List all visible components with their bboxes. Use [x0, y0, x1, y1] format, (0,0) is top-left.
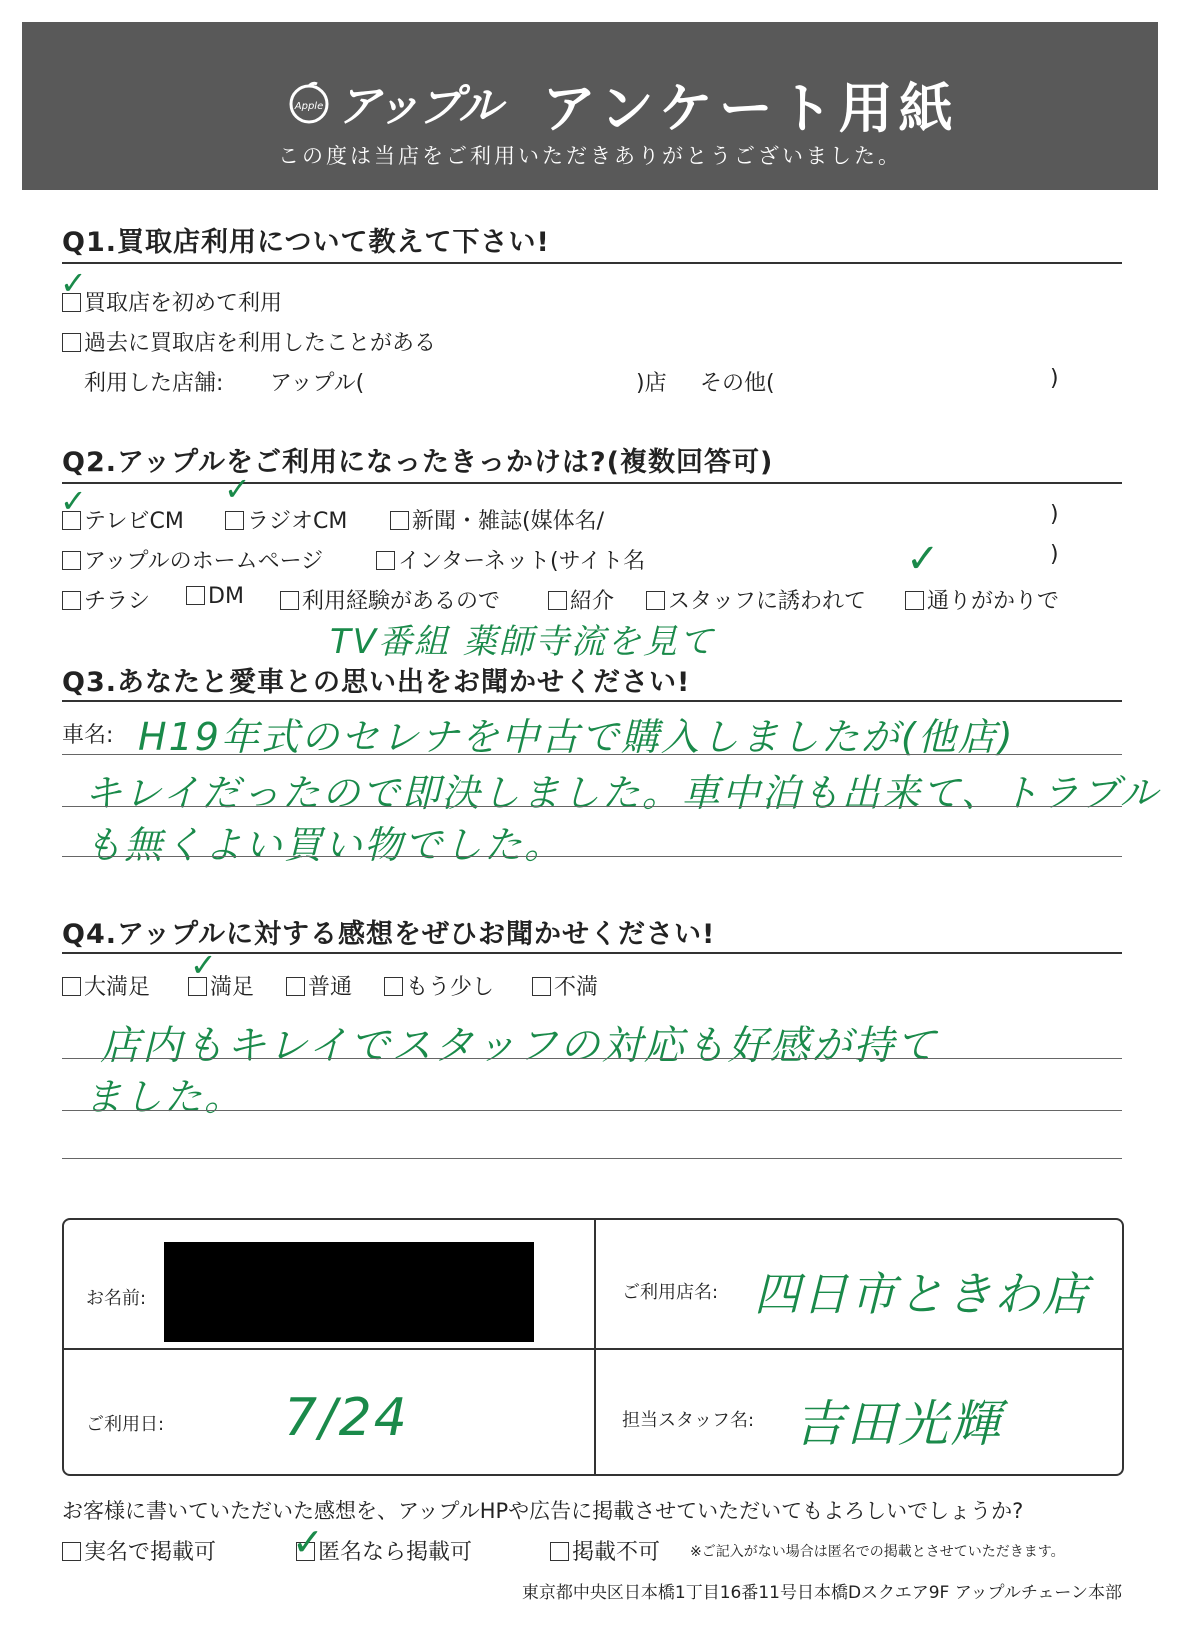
consent-option-anonymous[interactable]: 匿名なら掲載可	[296, 1535, 472, 1566]
answer-line	[62, 1110, 1122, 1111]
store-name-label: ご利用店名:	[622, 1282, 719, 1303]
checkbox[interactable]	[280, 591, 299, 610]
q1-close-paren: )	[1050, 366, 1059, 391]
apple-fruit-icon	[287, 80, 331, 124]
date-label: ご利用日:	[86, 1414, 165, 1435]
q1-option-first-time[interactable]: 買取店を初めて利用	[62, 286, 282, 317]
q2-option-internet[interactable]: インターネット(サイト名	[376, 544, 645, 575]
q4-option-bit-more[interactable]: もう少し	[384, 970, 494, 1001]
info-divider-horizontal	[64, 1348, 1122, 1350]
check-mark-icon: ✓	[906, 536, 940, 582]
q3-handwritten-line-1: H19年式のセレナを中古で購入しましたが(他店)	[138, 715, 1015, 759]
q2-title: Q2.アップルをご利用になったきっかけは?(複数回答可)	[62, 447, 774, 478]
q2-option-referral[interactable]: 紹介	[548, 584, 614, 615]
q1-title: Q1.買取店利用について教えて下さい!	[62, 227, 550, 258]
checkbox[interactable]	[550, 1542, 569, 1561]
check-mark-icon: ✓	[190, 946, 217, 984]
checkbox[interactable]	[905, 591, 924, 610]
q1-store-label: 利用した店舗:	[84, 371, 224, 396]
check-mark-icon: ✓	[60, 482, 87, 520]
check-mark-icon: ✓	[60, 264, 87, 302]
q1-option-used-before[interactable]: 過去に買取店を利用したことがある	[62, 326, 436, 357]
q1-rule	[62, 262, 1122, 264]
q2-close-paren-2: )	[1050, 542, 1059, 567]
checkbox[interactable]	[62, 1542, 81, 1561]
q1-store-suffix: )店	[636, 371, 667, 396]
q2-handwritten-note: TV番組 薬師寺流を見て	[330, 622, 715, 662]
consent-question: お客様に書いていただいた感想を、アップルHPや広告に掲載させていただいてもよろしいでしょうか?	[62, 1499, 1024, 1523]
q4-option-satisfied[interactable]: 満足	[188, 970, 254, 1001]
logo-text: アップル	[337, 81, 501, 132]
q2-option-tv-cm[interactable]: テレビCM	[62, 504, 184, 535]
q4-title: Q4.アップルに対する感想をぜひお聞かせください!	[62, 919, 716, 950]
date-value: 7/24	[284, 1388, 409, 1448]
name-label: お名前:	[86, 1288, 147, 1309]
checkbox[interactable]	[186, 586, 205, 605]
q4-handwritten-line-2: ました。	[84, 1075, 245, 1119]
q2-option-dm[interactable]: DM	[186, 584, 244, 609]
answer-line	[62, 754, 1122, 755]
consent-note: ※ご記入がない場合は匿名での掲載とさせていただきます。	[690, 1544, 1065, 1560]
q2-option-newspaper[interactable]: 新聞・雑誌(媒体名/	[390, 504, 604, 535]
checkbox[interactable]	[62, 333, 81, 352]
checkbox[interactable]	[548, 591, 567, 610]
store-name-value: 四日市ときわ店	[754, 1267, 1090, 1321]
checkbox[interactable]	[62, 977, 81, 996]
staff-name-value: 吉田光輝	[794, 1395, 1002, 1453]
checkbox[interactable]	[225, 511, 244, 530]
q4-handwritten-line-1: 店内もキレイでスタッフの対応も好感が持て	[100, 1023, 938, 1069]
form-header	[22, 22, 1158, 190]
answer-line	[62, 1158, 1122, 1159]
apple-logo	[287, 70, 500, 134]
form-title: アンケート用紙	[542, 77, 959, 140]
form-subtitle: この度は当店をご利用いただきありがとうございました。	[278, 144, 902, 168]
q3-handwritten-line-2: キレイだったので即決しました。車中泊も出来て、トラブル	[84, 771, 1160, 815]
info-divider-vertical	[594, 1220, 596, 1474]
svg-text:Apple: Apple	[294, 101, 324, 112]
q3-rule	[62, 700, 1122, 702]
q4-option-dissatisfied[interactable]: 不満	[532, 970, 598, 1001]
q1-other-label: その他(	[700, 371, 775, 396]
answer-line	[62, 806, 1122, 807]
checkbox[interactable]	[62, 551, 81, 570]
checkbox[interactable]	[376, 551, 395, 570]
checkbox[interactable]	[390, 511, 409, 530]
check-mark-icon: ✓	[292, 1520, 324, 1564]
consent-option-not-allowed[interactable]: 掲載不可	[550, 1535, 660, 1566]
customer-info-box	[62, 1218, 1124, 1476]
answer-line	[62, 856, 1122, 857]
q4-option-very-satisfied[interactable]: 大満足	[62, 970, 150, 1001]
q3-handwritten-line-3: も無くよい買い物でした。	[84, 823, 565, 867]
staff-name-label: 担当スタッフ名:	[622, 1410, 755, 1431]
q4-option-normal[interactable]: 普通	[286, 970, 352, 1001]
q2-option-staff[interactable]: スタッフに誘われて	[646, 584, 866, 615]
q2-option-passing-by[interactable]: 通りがかりで	[905, 584, 1059, 615]
q4-rule	[62, 952, 1122, 954]
answer-line	[62, 1058, 1122, 1059]
q2-close-paren-1: )	[1050, 502, 1059, 527]
q1-apple-label: アップル(	[270, 371, 365, 396]
q2-rule	[62, 482, 1122, 484]
q2-option-flyer[interactable]: チラシ	[62, 584, 150, 615]
consent-option-real-name[interactable]: 実名で掲載可	[62, 1535, 216, 1566]
q3-car-label: 車名:	[62, 723, 114, 748]
check-mark-icon: ✓	[224, 470, 251, 508]
checkbox[interactable]	[384, 977, 403, 996]
checkbox[interactable]	[646, 591, 665, 610]
checkbox[interactable]	[62, 591, 81, 610]
redacted-name	[164, 1242, 534, 1342]
q2-option-homepage[interactable]: アップルのホームページ	[62, 544, 323, 575]
checkbox[interactable]	[286, 977, 305, 996]
q3-title: Q3.あなたと愛車との思い出をお聞かせください!	[62, 667, 691, 698]
checkbox[interactable]	[532, 977, 551, 996]
q2-option-radio-cm[interactable]: ラジオCM	[225, 504, 347, 535]
q2-option-experience[interactable]: 利用経験があるので	[280, 584, 500, 615]
footer-address: 東京都中央区日本橋1丁目16番11号日本橋Dスクエア9F アップルチェーン本部	[521, 1583, 1122, 1603]
